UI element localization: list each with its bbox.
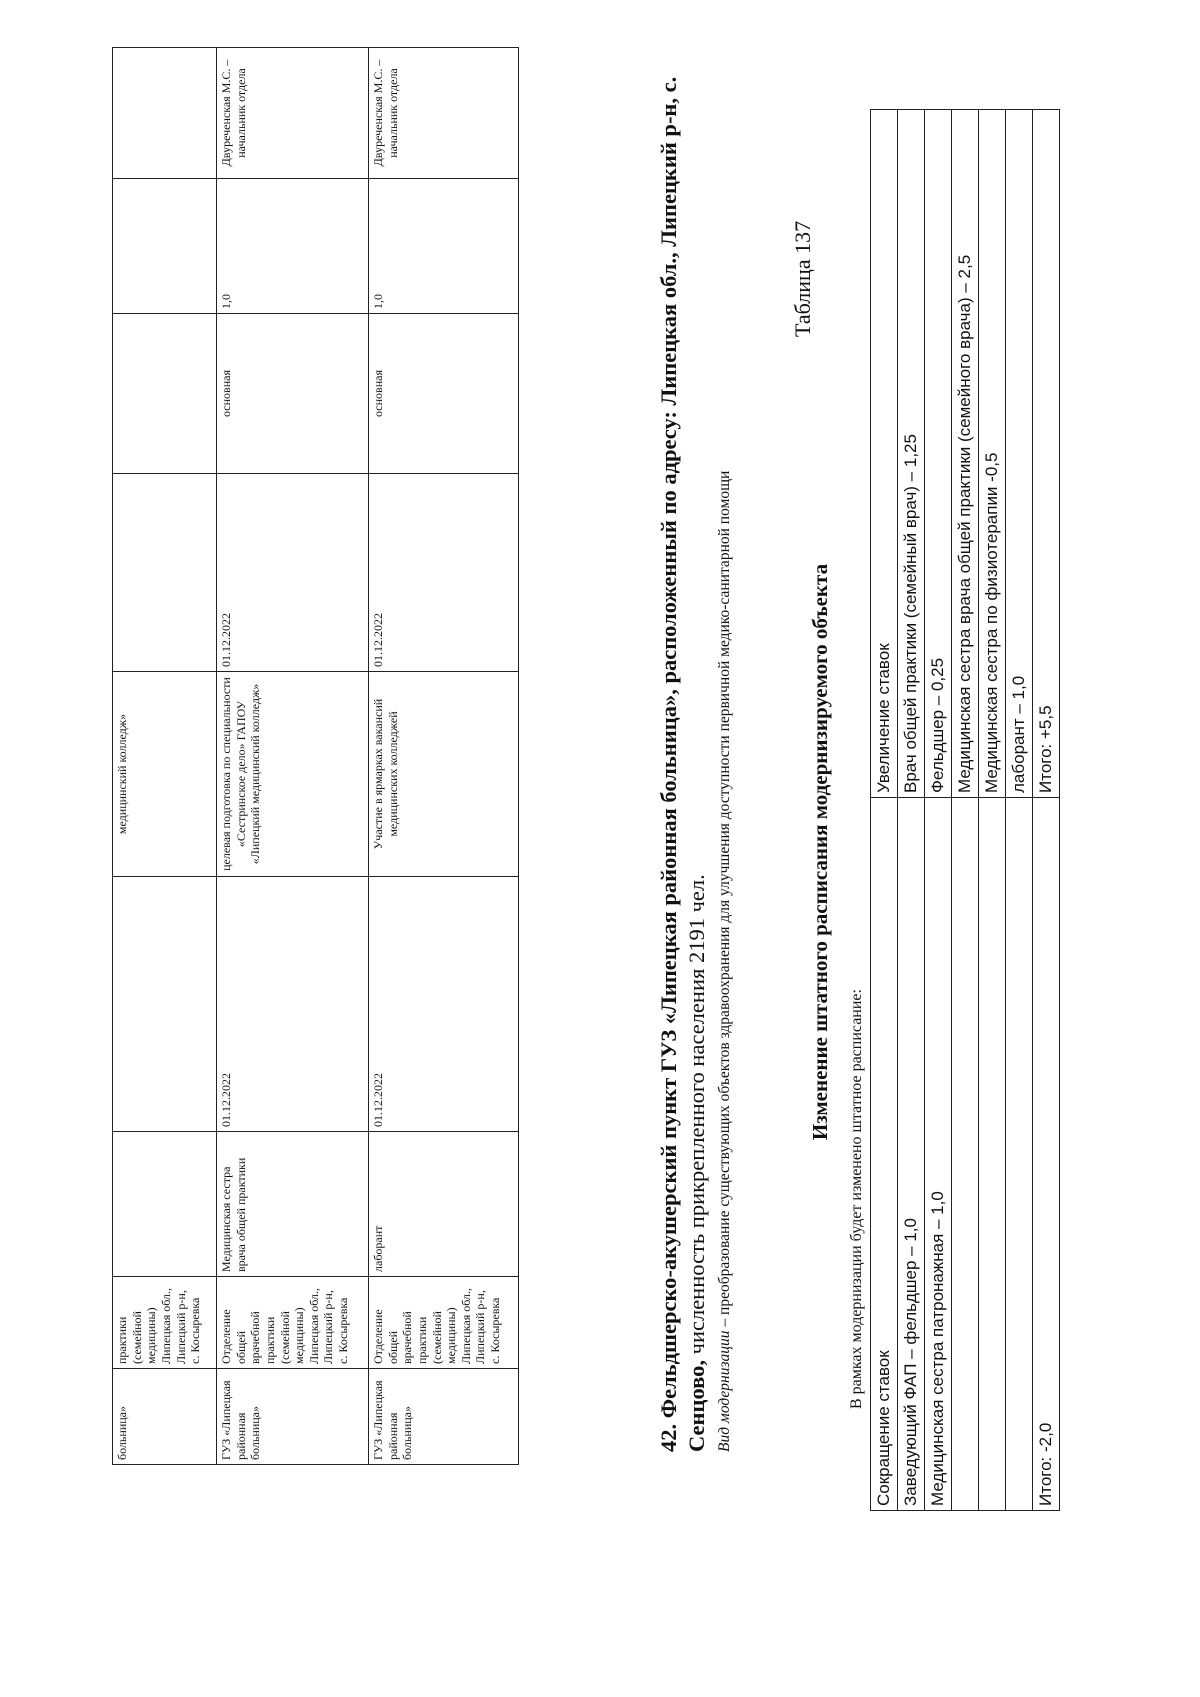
table-header-row <box>871 110 898 1511</box>
cell-org: ГУЗ «Липецкая районная больница» <box>369 1369 519 1465</box>
staff-change-title: Изменение штатного расписания модернизируемого объекта <box>808 563 832 1141</box>
cell-cut <box>979 798 1006 1511</box>
cell-rate <box>113 179 217 314</box>
cell-type: основная <box>217 314 369 474</box>
section-heading <box>655 2 711 1452</box>
cell-position: Медицинская сестра врача общей практики <box>217 1132 369 1277</box>
cell-measure: целевая подготовка по специальности «Сестринское дело» ГАПОУ «Липецкий медицинский колледж» <box>217 672 369 877</box>
total-cut: Итого: -2,0 <box>1033 798 1060 1511</box>
cell-position <box>113 1132 217 1277</box>
population-text: численность прикрепленного населения 2191 чел. <box>684 874 709 1355</box>
staffing-measures-table <box>112 47 519 1465</box>
cell-cut: Медицинская сестра патронажная – 1,0 <box>925 798 952 1511</box>
cell-date-end: 01.12.2022 <box>217 474 369 672</box>
header-cut: Сокращение ставок <box>871 798 898 1511</box>
cell-add: Медицинская сестра врача общей практики (семейного врача) – 2,5 <box>952 110 979 798</box>
cell-add: Медицинская сестра по физиотерапии -0,5 <box>979 110 1006 798</box>
table-row <box>1006 110 1033 1511</box>
cell-measure: медицинский колледж» <box>113 672 217 877</box>
table-row <box>369 48 519 1465</box>
staff-intro-text: В рамках модернизации будет изменено штатное расписание: <box>848 989 865 1409</box>
table-row <box>979 110 1006 1511</box>
cell-department: Отделение общей врачебной практики (семейной медицины) Липецкая обл., Липецкий р-н, с. Косыревка <box>217 1277 369 1369</box>
staff-change-table <box>870 109 1060 1511</box>
table-row <box>925 110 952 1511</box>
cell-rate: 1,0 <box>369 179 519 314</box>
cell-add: Фельдшер – 0,25 <box>925 110 952 798</box>
cell-org: больница» <box>113 1369 217 1465</box>
cell-type <box>113 314 217 474</box>
heading-text: 42. Фельдшерско-акушерский пункт ГУЗ «Липецкая районная больница», расположенный по адресу: Липецкая обл., Липецкий р-н, с. Сенцово, <box>656 76 709 1452</box>
table-row <box>898 110 925 1511</box>
cell-date-start <box>113 877 217 1132</box>
table-row <box>113 48 217 1465</box>
table-row <box>217 48 369 1465</box>
cell-add: лаборант – 1,0 <box>1006 110 1033 798</box>
modernization-text: – преобразование существующих объектов здравоохранения для улучшения доступности первичной медико-санитарной помощи <box>716 470 733 1327</box>
cell-date-end <box>113 474 217 672</box>
table-row <box>952 110 979 1511</box>
modernization-type <box>714 12 735 1452</box>
table-total-row <box>1033 110 1060 1511</box>
header-add: Увеличение ставок <box>871 110 898 798</box>
cell-org: ГУЗ «Липецкая районная больница» <box>217 1369 369 1465</box>
cell-date-start: 01.12.2022 <box>369 877 519 1132</box>
cell-add: Врач общей практики (семейный врач) – 1,25 <box>898 110 925 798</box>
table-number: Таблица 137 <box>790 220 815 337</box>
total-add: Итого: +5,5 <box>1033 110 1060 798</box>
cell-cut <box>1006 798 1033 1511</box>
cell-cut <box>952 798 979 1511</box>
cell-date-end: 01.12.2022 <box>369 474 519 672</box>
cell-department: Отделение общей врачебной практики (семейной медицины) Липецкая обл., Липецкий р-н, с. Косыревка <box>369 1277 519 1369</box>
cell-responsible: Двуреченская М.С. – начальник отдела <box>369 48 519 179</box>
cell-responsible <box>113 48 217 179</box>
cell-department: практики (семейной медицины) Липецкая обл., Липецкий р-н, с. Косыревка <box>113 1277 217 1369</box>
cell-responsible: Двуреченская М.С. – начальник отдела <box>217 48 369 179</box>
cell-rate: 1,0 <box>217 179 369 314</box>
cell-position: лаборант <box>369 1132 519 1277</box>
modernization-label: Вид модернизации <box>716 1330 733 1452</box>
cell-date-start: 01.12.2022 <box>217 877 369 1132</box>
cell-cut: Заведующий ФАП – фельдшер – 1,0 <box>898 798 925 1511</box>
cell-type: основная <box>369 314 519 474</box>
cell-measure: Участие в ярмарках вакансий медицинских колледжей <box>369 672 519 877</box>
